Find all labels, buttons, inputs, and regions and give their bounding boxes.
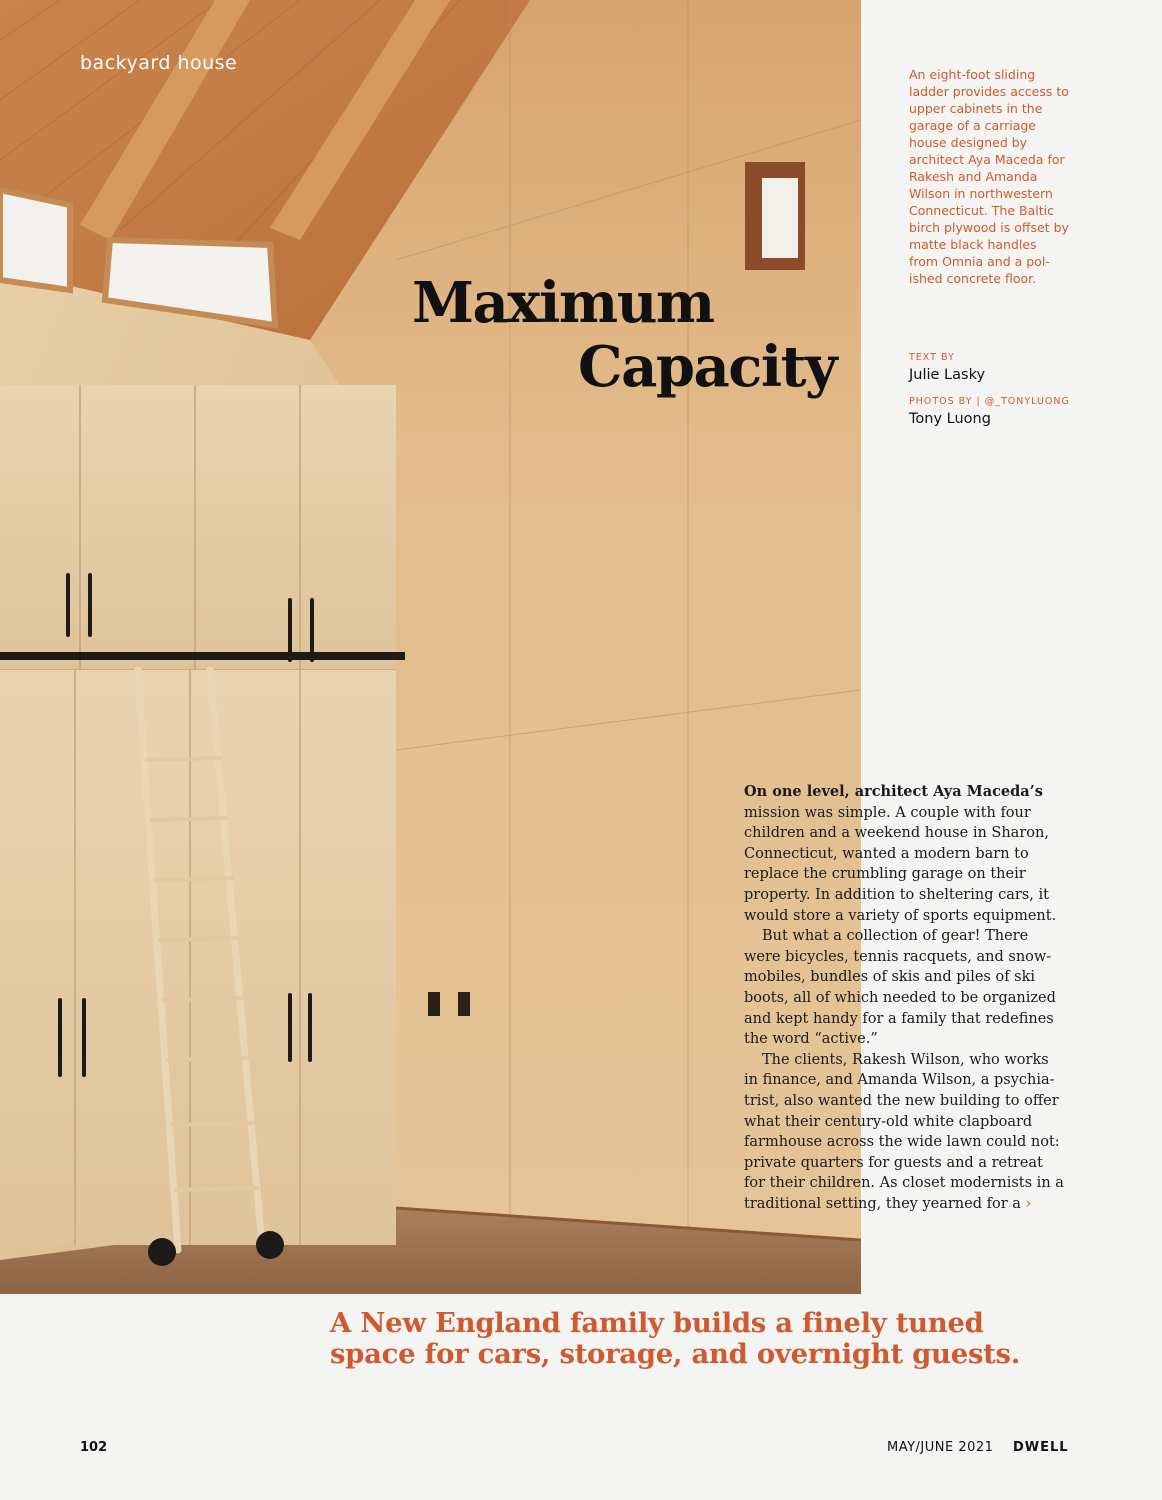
- photo-caption: An eight-foot sliding ladder provides access to upper cabinets in the garage of a carriage house designed by architect Aya Maceda for Rakesh and Amanda Wilson in northwestern Connecticut. The Baltic birch plywood is offset by matte black handles from Omnia and a pol-ished concrete floor.: [909, 67, 1069, 286]
- page-number: 102: [80, 1440, 108, 1455]
- section-label: backyard house: [80, 52, 238, 74]
- lead-in: On one level, architect Aya Maceda’s: [744, 783, 1043, 800]
- text-credit-label: TEXT BY: [909, 352, 955, 363]
- photo-credit-label: PHOTOS BY | @_TONYLUONG: [909, 396, 1070, 407]
- headline-line-2: Capacity: [578, 334, 837, 400]
- body-paragraph-3-text: The clients, Rakesh Wilson, who works in finance, and Amanda Wilson, a psychia-trist, also wanted the new building to offer what their century-old white clapboard farmhouse across the wide lawn could not: private quarters for guests and a retreat for their children. As closet modernists in a traditional setting, they yearned for a: [744, 1051, 1064, 1212]
- text-credit-name: Julie Lasky: [909, 367, 986, 383]
- body-paragraph-1: [744, 782, 1064, 926]
- article-body: [744, 782, 1064, 1214]
- body-paragraph-2: But what a collection of gear! There were bicycles, tennis racquets, and snow-mobiles, bundles of skis and piles of ski boots, all of which needed to be organized and kept handy for a family that redefines the word “active.”: [744, 928, 1056, 1048]
- magazine-name: DWELL: [1013, 1440, 1069, 1455]
- deck: A New England family builds a finely tuned space for cars, storage, and overnight guests.: [330, 1307, 1020, 1370]
- headline-line-1: Maximum: [412, 270, 714, 336]
- continue-arrow-icon: ›: [1025, 1195, 1032, 1212]
- body-paragraph-3: [744, 1050, 1064, 1215]
- photo-credit-name: Tony Luong: [909, 411, 991, 427]
- issue-date: MAY/JUNE 2021: [887, 1440, 994, 1455]
- body-paragraph-1-text: mission was simple. A couple with four children and a weekend house in Sharon, Connecticut, wanted a modern barn to replace the crumbling garage on their property. In addition to sheltering cars, it would store a variety of sports equipment.: [744, 804, 1057, 924]
